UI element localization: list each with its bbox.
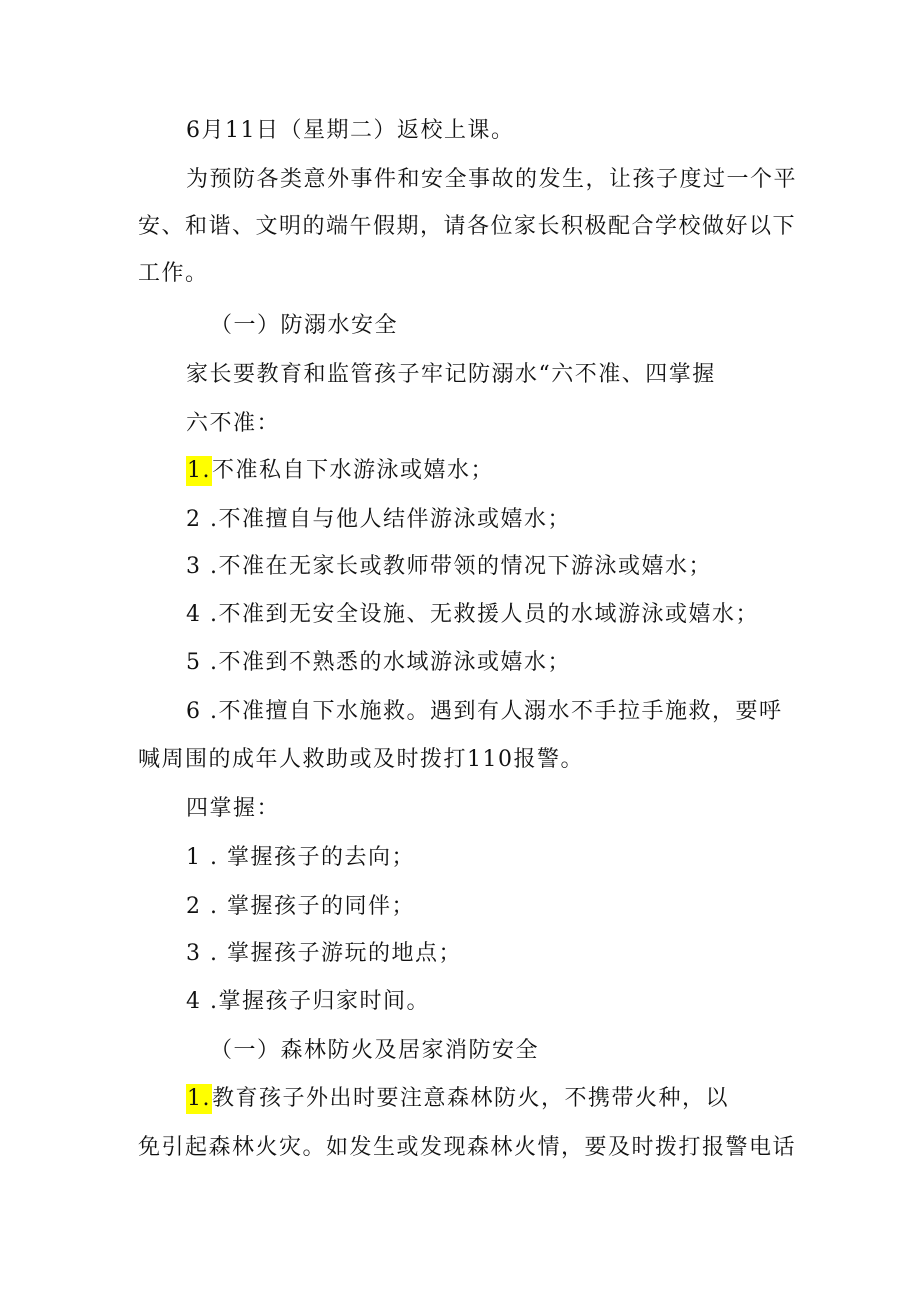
four-rule-3: 3 . 掌握孩子游玩的地点； xyxy=(186,941,462,966)
intro-line-3: 工作。 xyxy=(138,261,209,286)
highlighted-number: 1. xyxy=(186,456,212,486)
section1-title: （一）防溺水安全 xyxy=(210,313,399,338)
six-rule-4: 4 .不准到无安全设施、无救援人员的水域游泳或嬉水； xyxy=(186,602,759,627)
section2-item-1-text: 教育孩子外出时要注意森林防火，不携带火种，以 xyxy=(212,1086,730,1111)
six-rule-6-line-2: 喊周围的成年人救助或及时拨打110报警。 xyxy=(138,747,584,772)
four-rule-4: 4 .掌握孩子归家时间。 xyxy=(186,989,430,1014)
four-rule-2: 2 . 掌握孩子的同伴； xyxy=(186,894,415,919)
six-rule-6-line-1: 6 .不准擅自下水施救。遇到有人溺水不手拉手施救，要呼 xyxy=(186,699,783,724)
six-rules-title: 六不准： xyxy=(186,411,281,436)
section2-title: （一）森林防火及居家消防安全 xyxy=(210,1038,540,1063)
highlighted-number: 1. xyxy=(186,1084,212,1114)
section2-item-1-cont: 免引起森林火灾。如发生或发现森林火情，要及时拨打报警电话 xyxy=(138,1135,797,1160)
six-rule-2: 2 .不准擅自与他人结伴游泳或嬉水； xyxy=(186,507,571,532)
section2-item-1 xyxy=(186,1084,729,1114)
date-line: 6月11日（星期二）返校上课。 xyxy=(186,118,515,143)
six-rule-3: 3 .不准在无家长或教师带领的情况下游泳或嬉水； xyxy=(186,554,712,579)
four-rule-1: 1 . 掌握孩子的去向； xyxy=(186,845,415,870)
section1-lead: 家长要教育和监管孩子牢记防溺水“六不准、四掌握 xyxy=(186,362,716,387)
intro-line-1: 为预防各类意外事件和安全事故的发生，让孩子度过一个平 xyxy=(186,167,798,192)
intro-line-2: 安、和谐、文明的端午假期，请各位家长积极配合学校做好以下 xyxy=(138,214,797,239)
six-rule-1 xyxy=(186,456,494,486)
four-rules-title: 四掌握： xyxy=(186,796,281,821)
six-rule-5: 5 .不准到不熟悉的水域游泳或嬉水； xyxy=(186,650,571,675)
six-rule-1-text: 不准私自下水游泳或嬉水； xyxy=(212,458,495,483)
